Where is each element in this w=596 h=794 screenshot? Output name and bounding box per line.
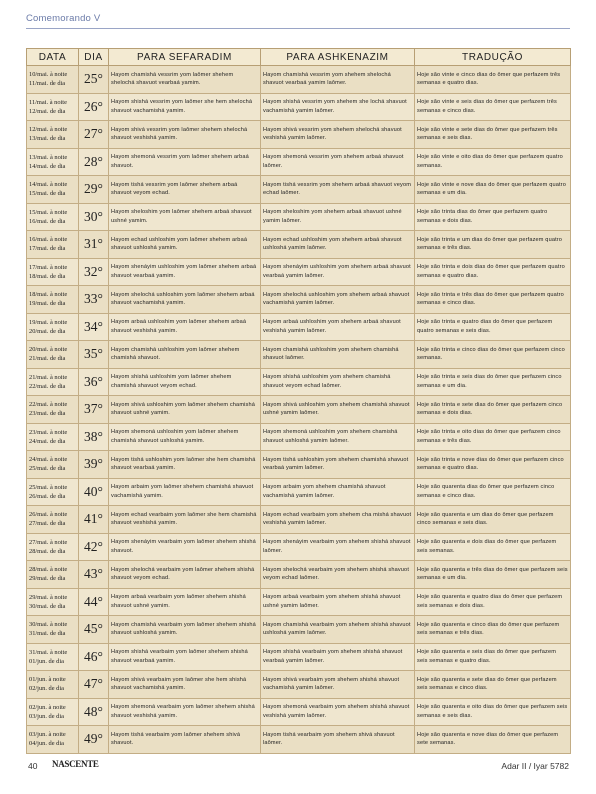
day-number: 33° xyxy=(79,286,109,314)
date-cell xyxy=(27,313,79,341)
table-row xyxy=(27,561,571,589)
ashkenazim-text: Hayom arbaim yom shehem chamishá shavuot vachamishá yamim laômer. xyxy=(261,478,415,506)
traducao-text: Hoje são trinta e três dias do ômer que perfazem quatro semanas e cinco dias. xyxy=(415,286,571,314)
date-day: 21/mai. de dia xyxy=(29,355,66,363)
date-evening: 23/mai. à noite xyxy=(29,428,68,436)
date-day: 31/mai. de dia xyxy=(29,630,66,638)
date-evening: 25/mai. à noite xyxy=(29,483,68,491)
day-number: 46° xyxy=(79,643,109,671)
date-cell xyxy=(27,66,79,94)
date-cell xyxy=(27,423,79,451)
day-number: 34° xyxy=(79,313,109,341)
column-header-traducao: TRADUÇÃO xyxy=(415,49,571,66)
date-day: 27/mai. de dia xyxy=(29,520,66,528)
traducao-text: Hoje são trinta e oito dias do ômer que perfazem cinco semanas e três dias. xyxy=(415,423,571,451)
column-header-dia: DIA xyxy=(79,49,109,66)
date-cell xyxy=(27,396,79,424)
day-number: 32° xyxy=(79,258,109,286)
ashkenazim-text: Hayom arbaá vearbaim yom shehem shishá shavuot ushné yamim laômer. xyxy=(261,588,415,616)
date-day: 12/mai. de dia xyxy=(29,107,66,115)
traducao-text: Hoje são quarenta e dois dias do ômer que perfazem seis semanas. xyxy=(415,533,571,561)
day-number: 44° xyxy=(79,588,109,616)
day-number: 37° xyxy=(79,396,109,424)
day-number: 26° xyxy=(79,93,109,121)
table-row xyxy=(27,533,571,561)
column-header-data: DATA xyxy=(27,49,79,66)
date-day: 03/jun. de dia xyxy=(29,712,64,720)
day-number: 28° xyxy=(79,148,109,176)
date-evening: 11/mai. à noite xyxy=(29,98,67,106)
day-number: 41° xyxy=(79,506,109,534)
date-day: 11/mai. de dia xyxy=(29,80,66,88)
table-row xyxy=(27,93,571,121)
date-day: 17/mai. de dia xyxy=(29,245,66,253)
traducao-text: Hoje são quarenta dias do ômer que perfazem cinco semanas e cinco dias. xyxy=(415,478,571,506)
table-row xyxy=(27,671,571,699)
date-cell xyxy=(27,698,79,726)
table-row xyxy=(27,506,571,534)
date-cell xyxy=(27,93,79,121)
date-day: 02/jun. de dia xyxy=(29,685,64,693)
date-evening: 12/mai. à noite xyxy=(29,126,68,134)
ashkenazim-text: Hayom tishá vessrim yom shehem arbaá shavuot veyom echad laômer. xyxy=(261,176,415,204)
day-number: 42° xyxy=(79,533,109,561)
date-day: 26/mai. de dia xyxy=(29,492,66,500)
ashkenazim-text: Hayom shivá vearbaim yom shehem shishá shavuot vachamishá yamim laômer. xyxy=(261,671,415,699)
date-evening: 31/mai. à noite xyxy=(29,648,68,656)
date-cell xyxy=(27,726,79,754)
day-number: 35° xyxy=(79,341,109,369)
table-row xyxy=(27,313,571,341)
sefaradim-text: Hayom shishá vearbaim yom laômer shehem shishá shavuot vearbaá yamim. xyxy=(109,643,261,671)
ashkenazim-text: Hayom shelochá ushloshim yom shehem arbaá shavuot vachamishá yamim laômer. xyxy=(261,286,415,314)
date-cell xyxy=(27,203,79,231)
page-number: 40 xyxy=(28,761,38,771)
sefaradim-text: Hayom tishá vessrim yom laômer shehem arbaá shavuot veyom echad. xyxy=(109,176,261,204)
date-cell xyxy=(27,643,79,671)
sefaradim-text: Hayom arbaim yom laômer shehem chamishá shavuot vachamishá yamim. xyxy=(109,478,261,506)
date-evening: 18/mai. à noite xyxy=(29,291,68,299)
sefaradim-text: Hayom tishá vearbaim yom laômer shehem shivá shavuot. xyxy=(109,726,261,754)
day-number: 39° xyxy=(79,451,109,479)
date-evening: 03/jun. à noite xyxy=(29,731,66,739)
date-day: 23/mai. de dia xyxy=(29,410,66,418)
traducao-text: Hoje são trinta dias do ômer que perfazem quatro semanas e dois dias. xyxy=(415,203,571,231)
issue-date: Adar II / Iyar 5782 xyxy=(501,761,569,771)
date-evening: 19/mai. à noite xyxy=(29,318,68,326)
date-evening: 30/mai. à noite xyxy=(29,621,68,629)
ashkenazim-text: Hayom shenáyim vearbaim yom shehem shishá shavuot laômer. xyxy=(261,533,415,561)
date-evening: 15/mai. à noite xyxy=(29,208,68,216)
traducao-text: Hoje são vinte e sete dias do ômer que perfazem três semanas e seis dias. xyxy=(415,121,571,149)
table-row xyxy=(27,203,571,231)
date-evening: 13/mai. à noite xyxy=(29,153,68,161)
sefaradim-text: Hayom arbaá ushloshim yom laômer shehem arbaá shavuot veshishá yamim. xyxy=(109,313,261,341)
traducao-text: Hoje são quarenta e oito dias do ômer que perfazem seis semanas e seis dias. xyxy=(415,698,571,726)
table-row xyxy=(27,176,571,204)
date-day: 30/mai. de dia xyxy=(29,602,66,610)
traducao-text: Hoje são trinta e sete dias do ômer que perfazem cinco semanas e dois dias. xyxy=(415,396,571,424)
date-evening: 26/mai. à noite xyxy=(29,511,68,519)
date-cell xyxy=(27,561,79,589)
table-row xyxy=(27,286,571,314)
ashkenazim-text: Hayom echad ushloshim yom shehem arbaá shavuot ushloshá yamim laômer. xyxy=(261,231,415,259)
ashkenazim-text: Hayom sheloshim yom shehem arbaá shavuot ushné yamim laômer. xyxy=(261,203,415,231)
header-divider xyxy=(26,28,570,29)
date-cell xyxy=(27,121,79,149)
traducao-text: Hoje são quarenta e sete dias do ômer que perfazem seis semanas e cinco dias. xyxy=(415,671,571,699)
day-number: 49° xyxy=(79,726,109,754)
sefaradim-text: Hayom arbaá vearbaim yom laômer shehem shishá shavuot ushné yamim. xyxy=(109,588,261,616)
traducao-text: Hoje são trinta e cinco dias do ômer que perfazem cinco semanas. xyxy=(415,341,571,369)
date-cell xyxy=(27,258,79,286)
sefaradim-text: Hayom chamishá vessrim yom laômer shehem shelochá shavuot vearbaá yamim. xyxy=(109,66,261,94)
traducao-text: Hoje são trinta e dois dias do ômer que perfazem quatro semanas e quatro dias. xyxy=(415,258,571,286)
date-day: 01/jun. de dia xyxy=(29,657,64,665)
ashkenazim-text: Hayom shemoná ushloshim yom shehem chamishá shavuot ushloshá yamim laômer. xyxy=(261,423,415,451)
sefaradim-text: Hayom shenáyim vearbaim yom laômer shehem shishá shavuot. xyxy=(109,533,261,561)
table-row xyxy=(27,478,571,506)
sefaradim-text: Hayom shenáyim ushloshim yom laômer shehem arbaá shavuot vearbaá yamim. xyxy=(109,258,261,286)
ashkenazim-text: Hayom chamishá ushloshim yom shehem chamishá shavuot laômer. xyxy=(261,341,415,369)
ashkenazim-text: Hayom shemoná vessrim yom shehem arbaá shavuot laômer. xyxy=(261,148,415,176)
day-number: 29° xyxy=(79,176,109,204)
sefaradim-text: Hayom shemoná vessrim yom laômer shehem arbaá shavuot. xyxy=(109,148,261,176)
traducao-text: Hoje são trinta e um dias do ômer que perfazem quatro semanas e três dias. xyxy=(415,231,571,259)
date-cell xyxy=(27,588,79,616)
date-cell xyxy=(27,478,79,506)
ashkenazim-text: Hayom shishá vearbaim yom shehem shishá shavuot vearbaá yamim laômer. xyxy=(261,643,415,671)
traducao-text: Hoje são vinte e seis dias do ômer que perfazem três semanas e cinco dias. xyxy=(415,93,571,121)
date-evening: 14/mai. à noite xyxy=(29,181,68,189)
table-row xyxy=(27,698,571,726)
date-evening: 20/mai. à noite xyxy=(29,346,68,354)
date-cell xyxy=(27,341,79,369)
date-cell xyxy=(27,533,79,561)
date-cell xyxy=(27,616,79,644)
date-day: 19/mai. de dia xyxy=(29,300,66,308)
table-row xyxy=(27,66,571,94)
date-cell xyxy=(27,148,79,176)
table-row xyxy=(27,643,571,671)
date-day: 13/mai. de dia xyxy=(29,135,66,143)
table-row xyxy=(27,231,571,259)
ashkenazim-text: Hayom shivá ushloshim yom shehem chamishá shavuot ushné yamim laômer. xyxy=(261,396,415,424)
table-row xyxy=(27,396,571,424)
sefaradim-text: Hayom shivá ushloshim yom laômer shehem chamishá shavuot ushné yamim. xyxy=(109,396,261,424)
date-day: 14/mai. de dia xyxy=(29,162,66,170)
table-row xyxy=(27,258,571,286)
date-evening: 17/mai. à noite xyxy=(29,263,68,271)
sefaradim-text: Hayom chamishá vearbaim yom laômer shehem shishá shavuot ushloshá yamim. xyxy=(109,616,261,644)
day-number: 43° xyxy=(79,561,109,589)
ashkenazim-text: Hayom tishá ushloshim yom shehem chamishá shavuot vearbaá yamim laômer. xyxy=(261,451,415,479)
magazine-logo: NASCENTE xyxy=(52,759,99,769)
sefaradim-text: Hayom shelochá ushloshim yom laômer shehem arbaá shavuot vachamishá yamim. xyxy=(109,286,261,314)
traducao-text: Hoje são vinte e cinco dias do ômer que perfazem três semanas e quatro dias. xyxy=(415,66,571,94)
traducao-text: Hoje são vinte e oito dias do ômer que perfazem quatro semanas. xyxy=(415,148,571,176)
date-evening: 01/jun. à noite xyxy=(29,676,66,684)
sefaradim-text: Hayom shishá vessrim yom laômer she hem shelochá shavuot vachamishá yamim. xyxy=(109,93,261,121)
ashkenazim-text: Hayom shivá vessrim yom shehem shelochá shavuot veshishá yamim laômer. xyxy=(261,121,415,149)
sefaradim-text: Hayom shivá vessrim yom laômer shehem shelochá shavuot veshishá yamim. xyxy=(109,121,261,149)
date-day: 20/mai. de dia xyxy=(29,327,66,335)
traducao-text: Hoje são quarenta e três dias do ômer que perfazem seis semanas e um dia. xyxy=(415,561,571,589)
ashkenazim-text: Hayom shemoná vearbaim yom shehem shishá shavuot veshishá yamim laômer. xyxy=(261,698,415,726)
date-day: 18/mai. de dia xyxy=(29,272,66,280)
date-evening: 28/mai. à noite xyxy=(29,566,68,574)
date-day: 22/mai. de dia xyxy=(29,382,66,390)
table-row xyxy=(27,341,571,369)
column-header-ashkenazim: PARA ASHKENAZIM xyxy=(261,49,415,66)
ashkenazim-text: Hayom shishá ushloshim yom shehem chamishá shavuot veyom echad laômer. xyxy=(261,368,415,396)
ashkenazim-text: Hayom shelochá vearbaim yom shehem shishá shavuot veyom echad laômer. xyxy=(261,561,415,589)
date-cell xyxy=(27,368,79,396)
sefaradim-text: Hayom shemoná ushloshim yom laômer shehem chamishá shavuot ushloshá yamim. xyxy=(109,423,261,451)
ashkenazim-text: Hayom tishá vearbaim yom shehem shivá shavuot laômer. xyxy=(261,726,415,754)
date-cell xyxy=(27,506,79,534)
sefaradim-text: Hayom echad vearbaim yom laômer she hem chamishá shavuot veshishá yamim. xyxy=(109,506,261,534)
sefaradim-text: Hayom chamishá ushloshim yom laômer shehem chamishá shavuot. xyxy=(109,341,261,369)
day-number: 30° xyxy=(79,203,109,231)
sefaradim-text: Hayom shishá ushloshim yom laômer shehem chamishá shavuot veyom echad. xyxy=(109,368,261,396)
sefaradim-text: Hayom shivá vearbaim yom laômer she hem shishá shavuot vachamishá yamim. xyxy=(109,671,261,699)
date-day: 15/mai. de dia xyxy=(29,190,66,198)
date-cell xyxy=(27,671,79,699)
table-row xyxy=(27,368,571,396)
ashkenazim-text: Hayom chamishá vearbaim yom shehem shishá shavuot ushloshá yamim laômer. xyxy=(261,616,415,644)
day-number: 47° xyxy=(79,671,109,699)
date-evening: 02/jun. à noite xyxy=(29,703,66,711)
table-row xyxy=(27,726,571,754)
date-evening: 21/mai. à noite xyxy=(29,373,68,381)
sefaradim-text: Hayom shelochá vearbaim yom laômer shehem shishá shavuot veyom echad. xyxy=(109,561,261,589)
traducao-text: Hoje são quarenta e seis dias do ômer que perfazem seis semanas e quatro dias. xyxy=(415,643,571,671)
date-day: 29/mai. de dia xyxy=(29,575,66,583)
omer-count-table xyxy=(26,48,571,754)
traducao-text: Hoje são quarenta e cinco dias do ômer que perfazem seis semanas e três dias. xyxy=(415,616,571,644)
date-day: 28/mai. de dia xyxy=(29,547,66,555)
ashkenazim-text: Hayom shishá vessrim yom shehem she lochá shavuot vachamishá yamim laômer. xyxy=(261,93,415,121)
table-row xyxy=(27,616,571,644)
column-header-sefaradim: PARA SEFARADIM xyxy=(109,49,261,66)
sefaradim-text: Hayom echad ushloshim yom laômer shehem arbaá shavuot ushloshá yamim. xyxy=(109,231,261,259)
traducao-text: Hoje são trinta e quatro dias do ômer que perfazem quatro semanas e seis dias. xyxy=(415,313,571,341)
traducao-text: Hoje são trinta e seis dias do ômer que perfazem cinco semanas e um dia. xyxy=(415,368,571,396)
day-number: 31° xyxy=(79,231,109,259)
sefaradim-text: Hayom shemoná vearbaim yom laômer shehem shishá shavuot veshishá yamim. xyxy=(109,698,261,726)
date-evening: 22/mai. à noite xyxy=(29,401,68,409)
table-row xyxy=(27,121,571,149)
sefaradim-text: Hayom sheloshim yom laômer shehem arbaá shavuot ushné yamim. xyxy=(109,203,261,231)
day-number: 40° xyxy=(79,478,109,506)
table-row xyxy=(27,451,571,479)
traducao-text: Hoje são quarenta e quatro dias do ômer que perfazem seis semanas e dois dias. xyxy=(415,588,571,616)
day-number: 48° xyxy=(79,698,109,726)
traducao-text: Hoje são vinte e nove dias do ômer que perfazem quatro semanas e um dia. xyxy=(415,176,571,204)
table-body xyxy=(27,66,571,754)
date-day: 16/mai. de dia xyxy=(29,217,66,225)
ashkenazim-text: Hayom shenáyim ushloshim yom shehem arbaá shavuot vearbaá yamim laômer. xyxy=(261,258,415,286)
sefaradim-text: Hayom tishá ushloshim yom laômer she hem chamishá shavuot vearbaá yamim. xyxy=(109,451,261,479)
traducao-text: Hoje são trinta e nove dias do ômer que perfazem cinco semanas e quatro dias. xyxy=(415,451,571,479)
date-day: 24/mai. de dia xyxy=(29,437,66,445)
day-number: 25° xyxy=(79,66,109,94)
traducao-text: Hoje são quarenta e nove dias do ômer que perfazem sete semanas. xyxy=(415,726,571,754)
ashkenazim-text: Hayom echad vearbaim yom shehem cha mishá shavuot veshishá yamim laômer. xyxy=(261,506,415,534)
table-row xyxy=(27,588,571,616)
day-number: 38° xyxy=(79,423,109,451)
date-cell xyxy=(27,176,79,204)
day-number: 45° xyxy=(79,616,109,644)
date-evening: 27/mai. à noite xyxy=(29,538,68,546)
date-evening: 24/mai. à noite xyxy=(29,456,68,464)
date-cell xyxy=(27,451,79,479)
date-day: 25/mai. de dia xyxy=(29,465,66,473)
ashkenazim-text: Hayom chamishá vessrim yom shehem shelochá shavuot vearbaá yamim laômer. xyxy=(261,66,415,94)
date-cell xyxy=(27,286,79,314)
day-number: 36° xyxy=(79,368,109,396)
table-header-row xyxy=(27,49,571,66)
traducao-text: Hoje são quarenta e um dias do ômer que perfazem cinco semanas e seis dias. xyxy=(415,506,571,534)
date-day: 04/jun. de dia xyxy=(29,740,64,748)
ashkenazim-text: Hayom arbaá ushloshim yom shehem arbaá shavuot veshishá yamim laômer. xyxy=(261,313,415,341)
table-row xyxy=(27,423,571,451)
date-cell xyxy=(27,231,79,259)
day-number: 27° xyxy=(79,121,109,149)
date-evening: 16/mai. à noite xyxy=(29,236,68,244)
section-title: Comemorando V xyxy=(26,13,101,24)
table-row xyxy=(27,148,571,176)
date-evening: 10/mai. à noite xyxy=(29,71,68,79)
date-evening: 29/mai. à noite xyxy=(29,593,68,601)
